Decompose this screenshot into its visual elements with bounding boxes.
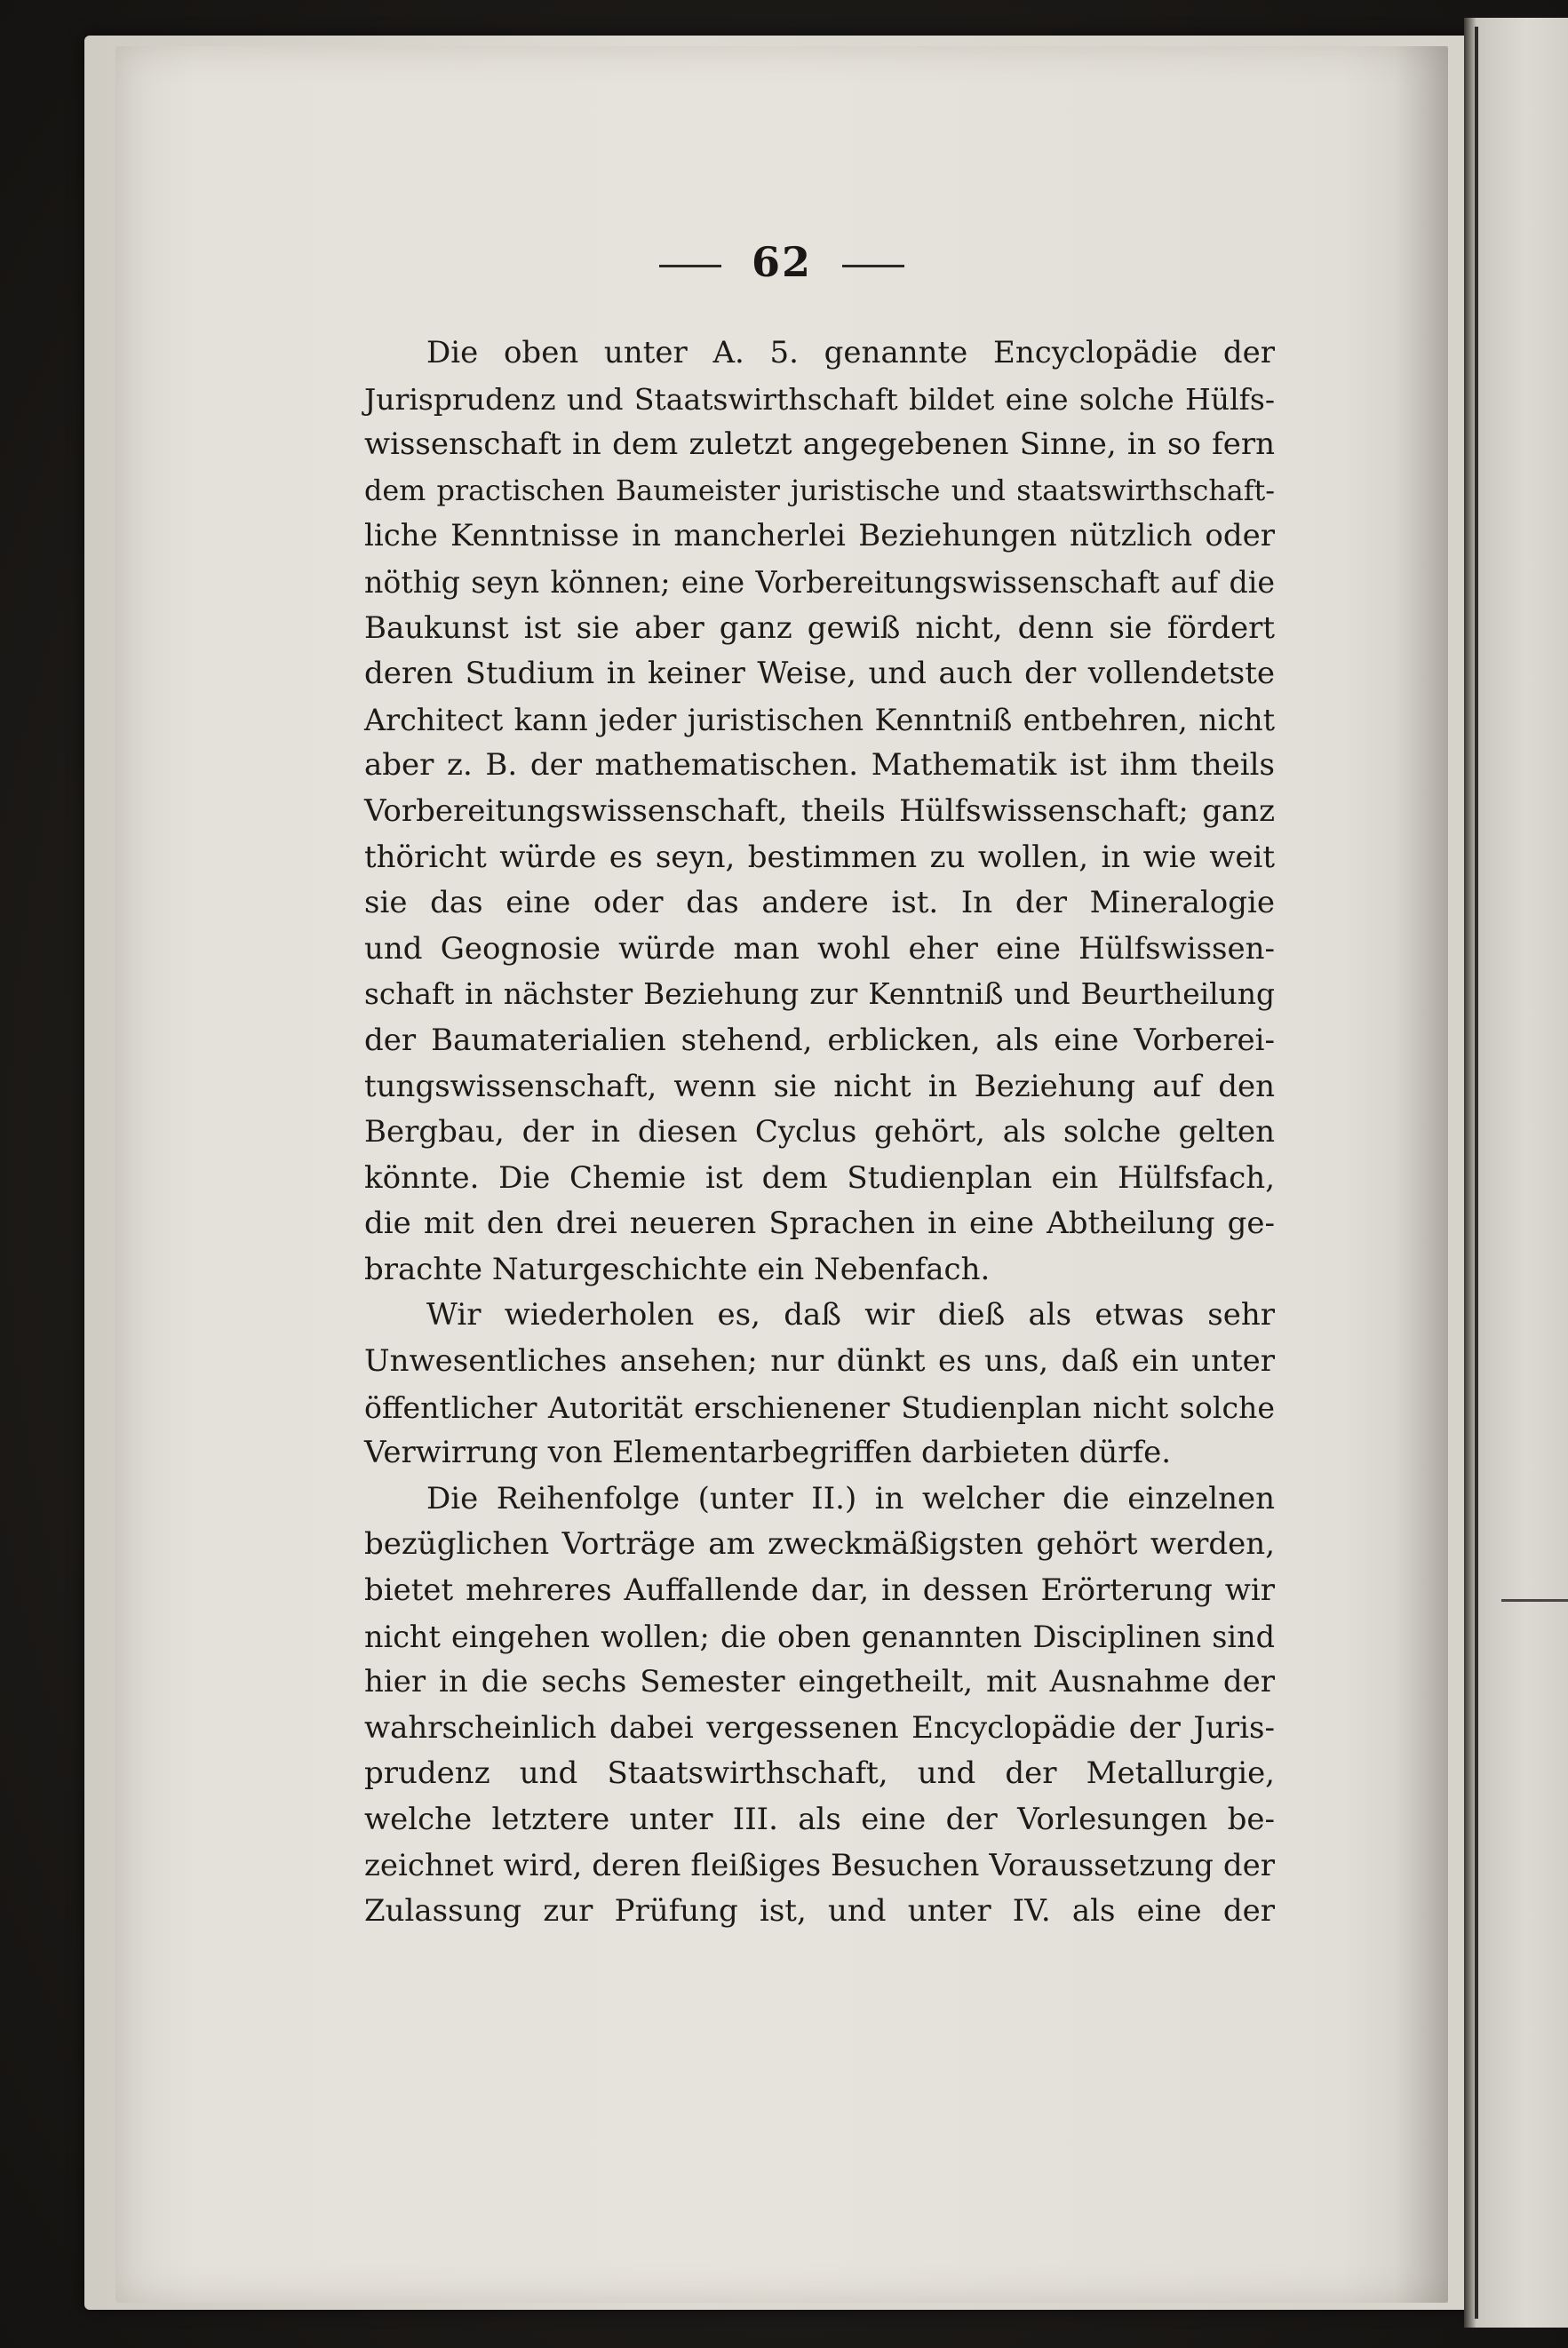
text-line: nicht eingehen wollen; die oben genannten Disciplinen sind bbox=[364, 1619, 1275, 1654]
book-spine bbox=[1475, 27, 1478, 2319]
text-line: Wir wiederholen es, daß wir dieß als etwas sehr bbox=[426, 1297, 1275, 1333]
text-line: könnte. Die Chemie ist dem Studienplan ein Hülfsfach, bbox=[364, 1159, 1275, 1196]
text-line: Die oben unter A. 5. genannte Encyclopädie der bbox=[426, 335, 1275, 370]
text-line: nöthig seyn können; eine Vorbereitungswissenschaft auf die bbox=[364, 564, 1275, 600]
text-line: schaft in nächster Beziehung zur Kenntniß und Beurtheilung bbox=[364, 977, 1275, 1012]
text-line: Bergbau, der in diesen Cyclus gehört, als solche gelten bbox=[364, 1114, 1275, 1150]
facing-page bbox=[1464, 18, 1568, 2328]
text-line: Verwirrung von Elementarbegriffen darbieten dürfe. bbox=[364, 1435, 1172, 1471]
text-line: deren Studium in keiner Weise, und auch der vollendetste bbox=[364, 656, 1275, 692]
text-line: die mit den drei neueren Sprachen in eine Abtheilung ge- bbox=[364, 1206, 1275, 1242]
text-line: brachte Naturgeschichte ein Nebenfach. bbox=[364, 1251, 991, 1287]
text-line: prudenz und Staatswirthschaft, und der Metallurgie, bbox=[364, 1755, 1275, 1792]
gutter-shadow bbox=[1395, 46, 1448, 2303]
text-line: Zulassung zur Prüfung ist, und unter IV. als eine der bbox=[364, 1893, 1275, 1930]
text-line: sie das eine oder das andere ist. In der Mineralogie bbox=[364, 885, 1275, 921]
header-dash-left bbox=[659, 265, 721, 267]
text-line: zeichnet wird, deren fleißiges Besuchen Voraussetzung der bbox=[364, 1847, 1275, 1883]
text-line: wahrscheinlich dabei vergessenen Encyclopädie der Juris- bbox=[364, 1709, 1275, 1746]
text-line: der Baumaterialien stehend, erblicken, als eine Vorberei- bbox=[364, 1022, 1275, 1058]
text-line: Jurisprudenz und Staatswirthschaft bildet eine solche Hülfs- bbox=[364, 381, 1275, 417]
page-header bbox=[115, 238, 1448, 286]
text-line: liche Kenntnisse in mancherlei Beziehungen nützlich oder bbox=[364, 518, 1275, 554]
text-line: Die Reihenfolge (unter II.) in welcher die einzelnen bbox=[426, 1480, 1275, 1516]
text-line: Baukunst ist sie aber ganz gewiß nicht, denn sie fördert bbox=[364, 609, 1275, 646]
text-line: Unwesentliches ansehen; nur dünkt es uns, daß ein unter bbox=[364, 1343, 1275, 1380]
text-line: tungswissenschaft, wenn sie nicht in Beziehung auf den bbox=[364, 1068, 1275, 1104]
text-line: aber z. B. der mathematischen. Mathematik ist ihm theils bbox=[364, 747, 1275, 784]
text-line: und Geognosie würde man wohl eher eine Hülfswissen- bbox=[364, 930, 1275, 967]
text-line: wissenschaft in dem zuletzt angegebenen Sinne, in so fern bbox=[364, 426, 1275, 463]
text-line: bezüglichen Vorträge am zweckmäßigsten gehört werden, bbox=[364, 1526, 1275, 1563]
text-line: bietet mehreres Auffallende dar, in dessen Erörterung wir bbox=[364, 1572, 1275, 1609]
text-line: welche letztere unter III. als eine der Vorlesungen be- bbox=[364, 1802, 1275, 1837]
page-number: 62 bbox=[751, 238, 812, 286]
text-line: hier in die sechs Semester eingetheilt, mit Ausnahme der bbox=[364, 1664, 1275, 1700]
text-line: öffentlicher Autorität erschienener Studienplan nicht solche bbox=[364, 1389, 1275, 1425]
text-line: thöricht würde es seyn, bestimmen zu wollen, in wie weit bbox=[364, 839, 1275, 875]
text-line: dem practischen Baumeister juristische und staatswirthschaft- bbox=[364, 474, 1275, 507]
header-dash-right bbox=[842, 265, 904, 267]
body-text bbox=[364, 330, 1275, 1935]
text-line: Vorbereitungswissenschaft, theils Hülfswissenschaft; ganz bbox=[364, 792, 1275, 829]
facing-page-mark bbox=[1501, 1599, 1568, 1602]
text-line: Architect kann jeder juristischen Kenntniß entbehren, nicht bbox=[364, 702, 1275, 737]
